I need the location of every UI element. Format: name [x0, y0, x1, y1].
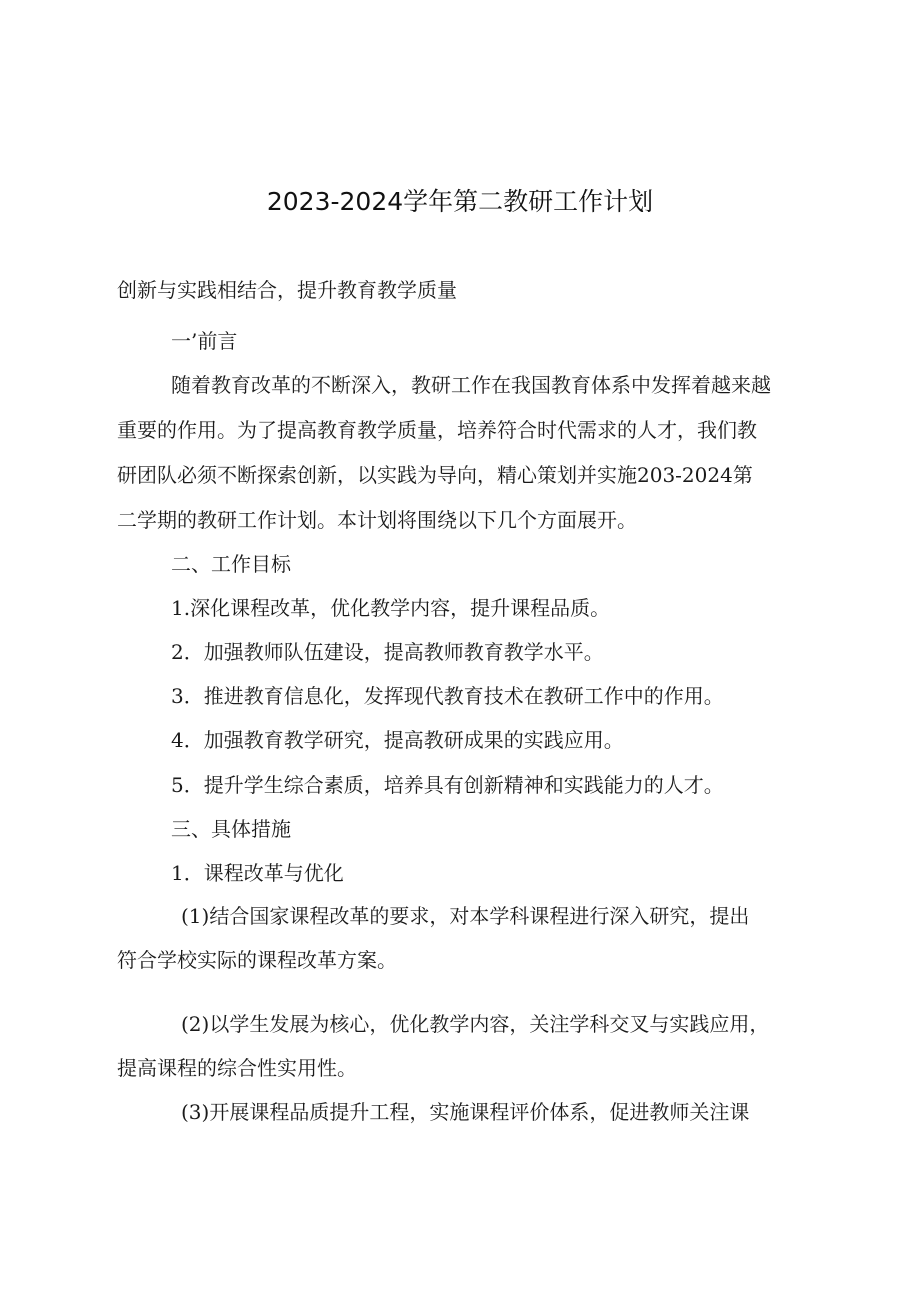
preface-paragraph-line: 二学期的教研工作计划。本计划将围绕以下几个方面展开。 — [117, 508, 637, 532]
measure-item-line: (1)结合国家课程改革的要求，对本学科课程进行深入研究，提出 — [181, 904, 750, 928]
section-heading-goals: 二、工作目标 — [171, 552, 291, 576]
measure-subheading: 1．课程改革与优化 — [171, 861, 344, 885]
goal-item: 5．提升学生综合素质，培养具有创新精神和实践能力的人才。 — [171, 773, 724, 797]
document-subtitle: 创新与实践相结合，提升教育教学质量 — [117, 278, 457, 302]
preface-paragraph-line: 研团队必须不断探索创新，以实践为导向，精心策划并实施203-2024第 — [117, 463, 753, 487]
goal-item: 1.深化课程改革，优化教学内容，提升课程品质。 — [171, 596, 611, 620]
measure-item-line: 提高课程的综合性实用性。 — [117, 1056, 357, 1080]
measure-item-line: (3)开展课程品质提升工程，实施课程评价体系，促进教师关注课 — [181, 1100, 750, 1124]
measure-item-line: (2)以学生发展为核心，优化教学内容，关注学科交叉与实践应用， — [181, 1012, 770, 1036]
preface-paragraph-line: 随着教育改革的不断深入，教研工作在我国教育体系中发挥着越来越 — [171, 373, 771, 397]
goal-item: 3．推进教育信息化，发挥现代教育技术在教研工作中的作用。 — [171, 684, 724, 708]
goal-item: 4．加强教育教学研究，提高教研成果的实践应用。 — [171, 728, 624, 752]
goal-item: 2．加强教师队伍建设，提高教师教育教学水平。 — [171, 640, 604, 664]
document-title: 2023-2024学年第二教研工作计划 — [266, 187, 654, 216]
measure-item-line: 符合学校实际的课程改革方案。 — [117, 948, 397, 972]
section-heading-preface: 一’前言 — [171, 329, 238, 353]
preface-paragraph-line: 重要的作用。为了提高教育教学质量，培养符合时代需求的人才，我们教 — [117, 418, 757, 442]
section-heading-measures: 三、具体措施 — [171, 817, 291, 841]
